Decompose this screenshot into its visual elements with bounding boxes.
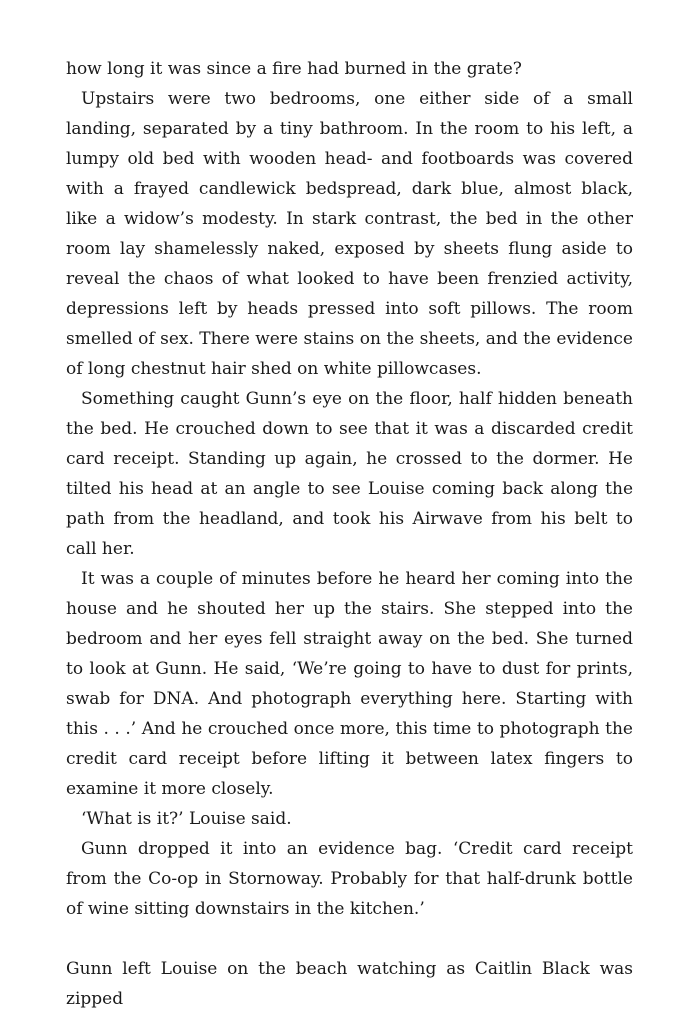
paragraph-louise-question: ‘What is it?’ Louise said. <box>81 809 292 829</box>
paragraph-evidence-bag: Gunn dropped it into an evidence bag. ‘Credit card receipt from the Co-op in Stornoway. Probably for that half-drunk bottle of wine sitting downstairs in the kitchen.’ <box>66 839 633 919</box>
paragraph-beach-scene: Gunn left Louise on the beach watching as Caitlin Black was zipped <box>66 959 633 1009</box>
book-page <box>66 54 633 1014</box>
paragraph-continuation: how long it was since a fire had burned in the grate? <box>66 59 522 79</box>
scene-break <box>66 924 633 954</box>
paragraph-upstairs-bedrooms: Upstairs were two bedrooms, one either side of a small landing, separated by a tiny bathroom. In the room to his left, a lumpy old bed with wooden head- and footboards was covered with a frayed candlewick bedspread, dark blue, almost black, like a widow’s modesty. In stark contrast, the bed in the other room lay shamelessly naked, exposed by sheets flung aside to reveal the chaos of what looked to have been frenzied activity, depressions left by heads pressed into soft pillows. The room smelled of sex. There were stains on the sheets, and the evidence of long chestnut hair shed on white pillowcases. <box>66 89 633 379</box>
paragraph-credit-card-discovery: Something caught Gunn’s eye on the floor, half hidden beneath the bed. He crouched down to see that it was a discarded credit card receipt. Standing up again, he crossed to the dormer. He tilted his head at an angle to see Louise coming back along the path from the headland, and took his Airwave from his belt to call her. <box>66 389 633 559</box>
paragraph-louise-arrives: It was a couple of minutes before he heard her coming into the house and he shouted her up the stairs. She stepped into the bedroom and her eyes fell straight away on the bed. She turned to look at Gunn. He said, ‘We’re going to have to dust for prints, swab for DNA. And photograph everything here. Starting with this . . .’ And he crouched once more, this time to photograph the credit card receipt before lifting it between latex fingers to examine it more closely. <box>66 569 633 799</box>
